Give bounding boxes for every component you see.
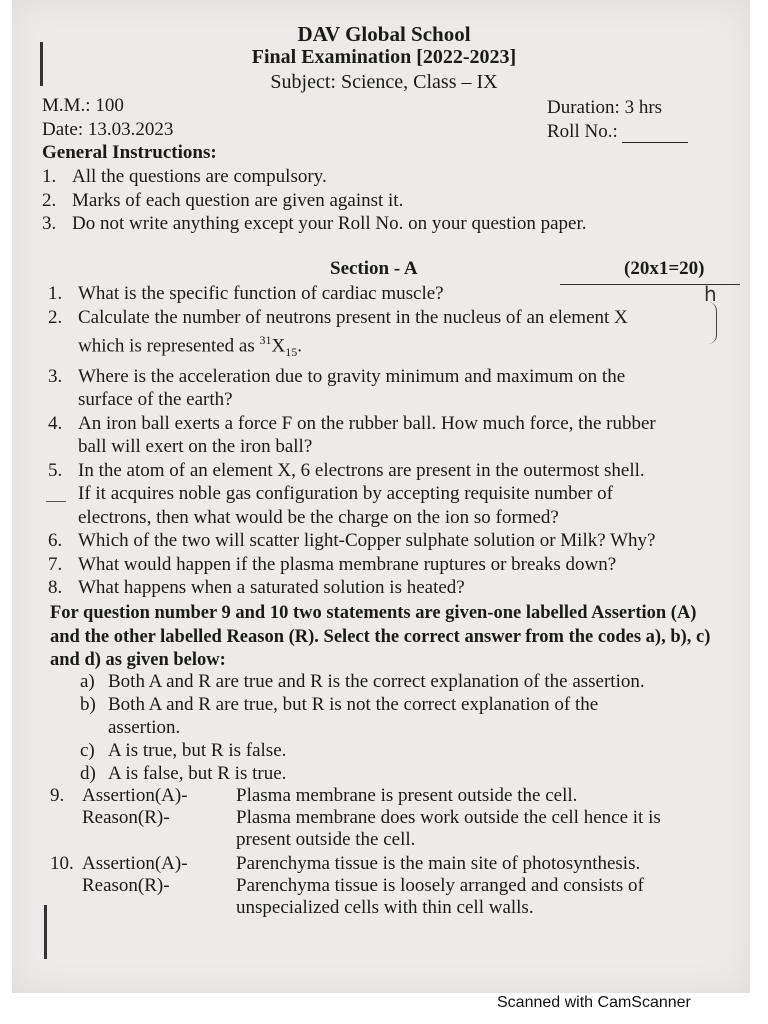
question-2-cont: which is represented as $^{31}X_{15}$. — [78, 333, 302, 360]
question-9: 9. Assertion(A)- Plasma membrane is present outside the cell. Reason(R)- Plasma membrane does work outside the cell hence it is present outside the cell. — [50, 785, 661, 850]
assertion-reason-instructions: For question number 9 and 10 two statements are given-one labelled Assertion (A) and the other labelled Reason (R). Select the correct answer from the codes a), b), c) and d) as given below: — [50, 603, 711, 670]
instructions-list — [42, 165, 722, 236]
question-4: 4. An iron ball exerts a force F on the rubber ball. How much force, the rubber — [48, 412, 656, 434]
list-item: c) A is true, but R is false. — [80, 740, 287, 761]
question-2: 2. Calculate the number of neutrons present in the nucleus of an element X — [48, 306, 628, 328]
subject-line: Subject: Science, Class – IX — [270, 71, 498, 93]
list-item: d) A is false, but R is true. — [80, 763, 287, 784]
list-item: 1. All the questions are compulsory. — [42, 166, 327, 187]
question-5: 5. In the atom of an element X, 6 electrons are present in the outermost shell. — [48, 459, 645, 481]
list-item: 2. Marks of each question are given against it. — [42, 189, 404, 211]
scanner-watermark: Scanned with CamScanner — [497, 994, 691, 1011]
question-5-cont: If it acquires noble gas configuration by accepting requisite number of — [78, 483, 613, 505]
roll-no-label: Roll No.: — [547, 121, 618, 142]
questions-list — [48, 282, 728, 600]
question-10: 10. Assertion(A)- Parenchyma tissue is the main site of photosynthesis. Reason(R)- Parenchyma tissue is loosely arranged and consists of unspecialized cells with thin cell walls. — [50, 853, 644, 918]
answer-codes — [80, 670, 720, 785]
max-marks: M.M.: 100 — [42, 95, 124, 116]
question-3: 3. Where is the acceleration due to gravity minimum and maximum on the — [48, 365, 626, 387]
question-1: 1. What is the specific function of cardiac muscle? — [48, 283, 444, 304]
section-marks: (20x1=20) — [624, 258, 705, 279]
exam-title: Final Examination [2022-2023] — [251, 46, 517, 68]
handwritten-annotation: h — [704, 282, 717, 306]
list-item: b) Both A and R are true, but R is not the correct explanation of the — [80, 694, 599, 715]
pen-mark — [44, 905, 47, 959]
question-6: 6. Which of the two will scatter light-Copper sulphate solution or Milk? Why? — [48, 530, 656, 552]
list-item: assertion. — [108, 717, 181, 738]
exam-date: Date: 13.03.2023 — [42, 119, 174, 140]
roll-no-blank — [622, 128, 688, 143]
question-7: 7. What would happen if the plasma membrane ruptures or breaks down? — [48, 553, 617, 575]
school-name: DAV Global School — [297, 22, 471, 46]
question-4-cont: ball will exert on the iron ball? — [78, 436, 313, 458]
question-3-cont: surface of the earth? — [78, 389, 233, 411]
question-8: 8. What happens when a saturated solution is heated? — [48, 577, 465, 599]
instructions-heading: General Instructions: — [42, 142, 217, 163]
duration: Duration: 3 hrs — [547, 97, 663, 118]
roll-no — [547, 121, 688, 143]
list-item: a) Both A and R are true and R is the correct explanation of the assertion. — [80, 671, 645, 692]
section-title: Section - A — [330, 258, 418, 279]
question-5-cont2: electrons, then what would be the charge on the ion so formed? — [78, 506, 559, 528]
list-item: 3. Do not write anything except your Roll No. on your question paper. — [42, 213, 587, 234]
